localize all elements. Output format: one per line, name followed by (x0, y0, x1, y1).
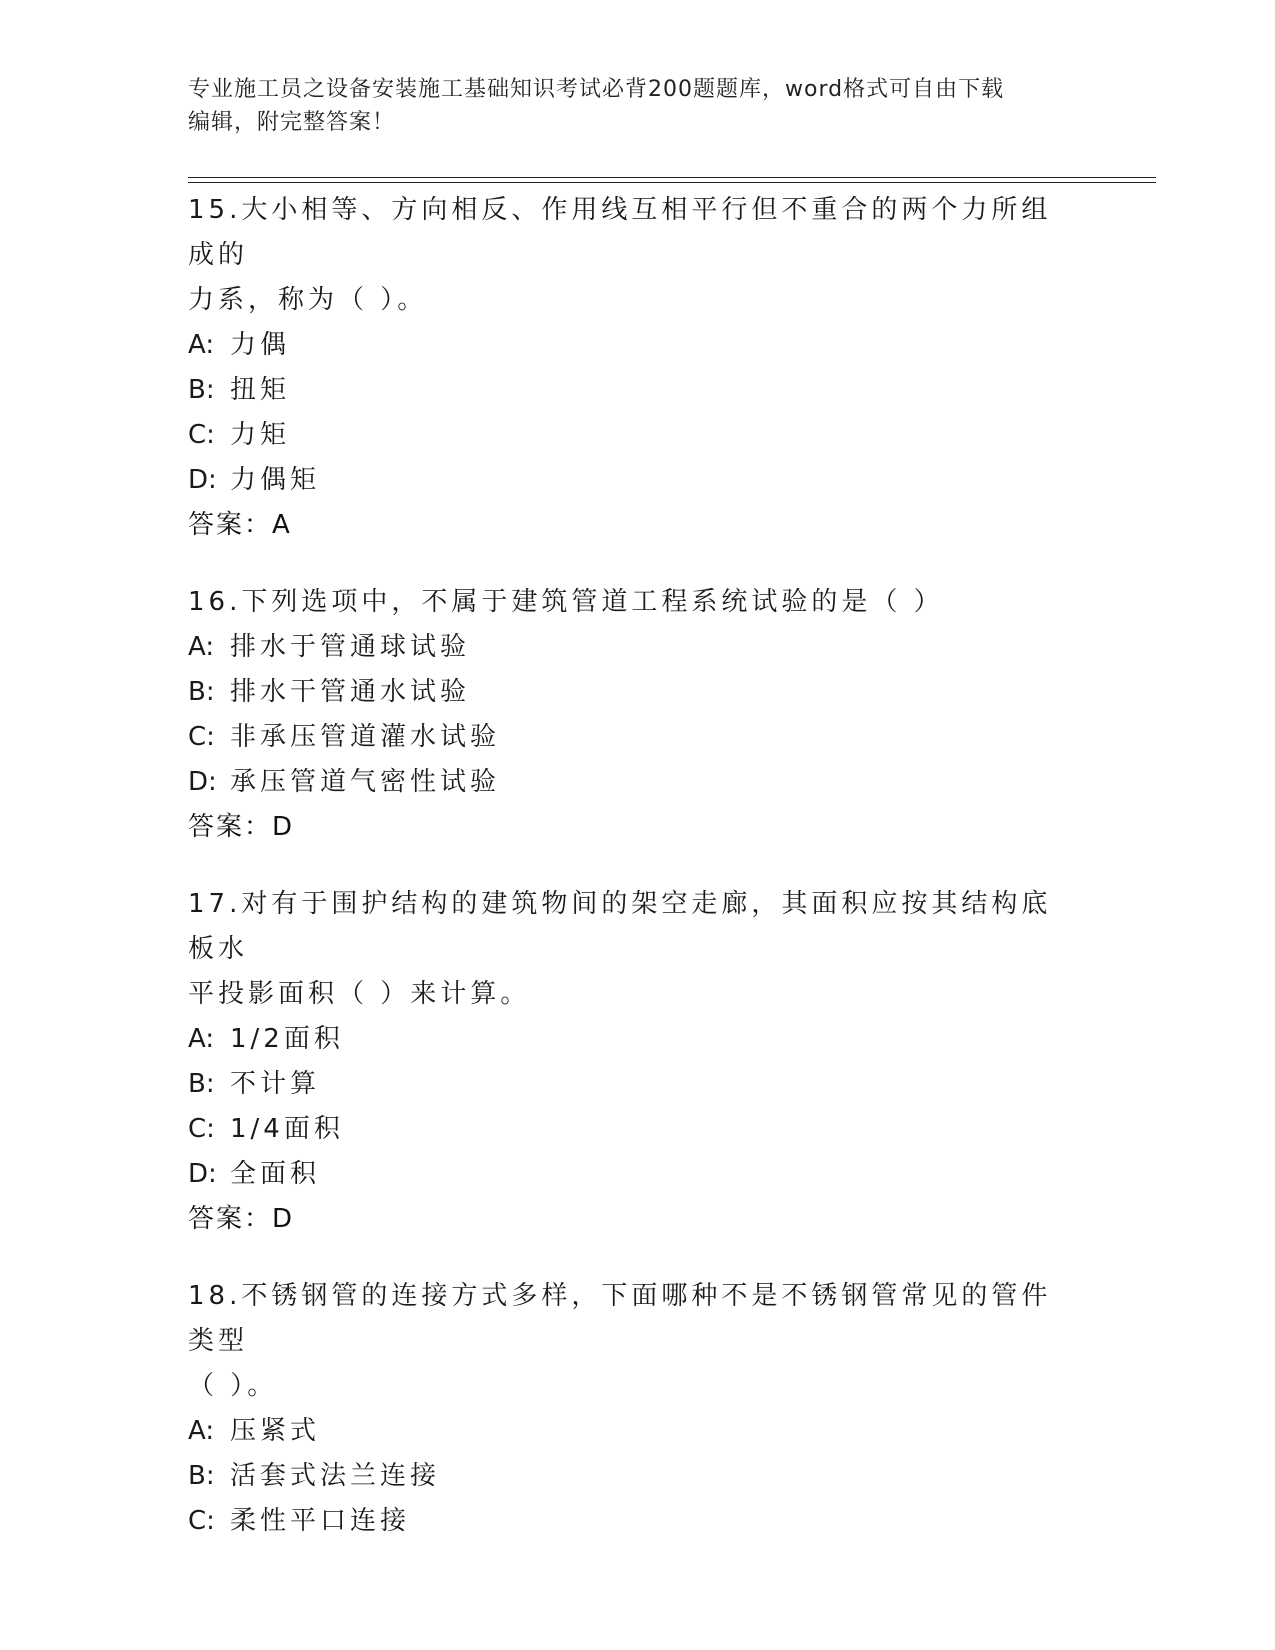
question-stem: 16.下列选项中，不属于建筑管道工程系统试验的是（ ） (188, 587, 944, 617)
answer-line: 答案：D (188, 1204, 295, 1234)
header-divider-bottom (188, 182, 1156, 183)
option-letter: B: (188, 677, 215, 707)
option-b (188, 1454, 1088, 1499)
option-text: 全面积 (230, 1159, 321, 1189)
option-d (188, 458, 1088, 503)
option-d (188, 760, 1088, 805)
option-c (188, 715, 1088, 760)
option-a (188, 1017, 1088, 1062)
option-letter: B: (188, 1461, 215, 1491)
document-header (188, 73, 1088, 139)
option-text: 排水干管通水试验 (230, 677, 471, 707)
option-text: 承压管道气密性试验 (230, 767, 501, 797)
option-d (188, 1152, 1088, 1197)
option-letter: A: (188, 330, 215, 360)
question-stem-continued: 力系，称为（ ）。 (188, 285, 428, 315)
question-stem-continued: （ ）。 (188, 1371, 278, 1401)
answer-line: 答案：D (188, 812, 295, 842)
option-text: 力偶矩 (230, 465, 321, 495)
option-letter: C: (188, 1114, 215, 1144)
option-c (188, 1499, 1088, 1544)
option-text: 活套式法兰连接 (230, 1461, 441, 1491)
option-text: 1/2面积 (230, 1024, 344, 1054)
header-line-1: 专业施工员之设备安装施工基础知识考试必背200题题库，word格式可自由下载 (188, 77, 1005, 102)
question-stem: 17.对有于围护结构的建筑物间的架空走廊，其面积应按其结构底板水 (188, 889, 1052, 964)
option-a (188, 625, 1088, 670)
option-letter: C: (188, 420, 215, 450)
option-text: 排水于管通球试验 (230, 632, 471, 662)
question-17 (188, 882, 1088, 1242)
option-b (188, 1062, 1088, 1107)
question-16 (188, 580, 1088, 850)
answer-line: 答案：A (188, 510, 292, 540)
header-divider-top (188, 177, 1156, 178)
option-letter: A: (188, 632, 215, 662)
option-letter: A: (188, 1024, 215, 1054)
question-stem: 15.大小相等、方向相反、作用线互相平行但不重合的两个力所组成的 (188, 195, 1052, 270)
option-letter: D: (188, 1159, 217, 1189)
header-line-2: 编辑，附完整答案！ (188, 110, 396, 135)
option-text: 扭矩 (230, 375, 291, 405)
option-b (188, 368, 1088, 413)
question-15 (188, 188, 1088, 548)
option-letter: C: (188, 722, 215, 752)
option-text: 不计算 (230, 1069, 321, 1099)
option-a (188, 323, 1088, 368)
option-a (188, 1409, 1088, 1454)
question-stem: 18.不锈钢管的连接方式多样，下面哪种不是不锈钢管常见的管件类型 (188, 1281, 1052, 1356)
option-text: 力矩 (230, 420, 291, 450)
option-text: 力偶 (230, 330, 291, 360)
question-list (188, 188, 1088, 1576)
option-letter: D: (188, 767, 217, 797)
option-b (188, 670, 1088, 715)
option-letter: C: (188, 1506, 215, 1536)
option-text: 柔性平口连接 (230, 1506, 411, 1536)
question-18 (188, 1274, 1088, 1544)
option-letter: D: (188, 465, 217, 495)
option-c (188, 1107, 1088, 1152)
option-letter: B: (188, 1069, 215, 1099)
option-letter: A: (188, 1416, 215, 1446)
option-text: 1/4面积 (230, 1114, 344, 1144)
question-stem-continued: 平投影面积（ ）来计算。 (188, 979, 531, 1009)
option-letter: B: (188, 375, 215, 405)
option-text: 压紧式 (230, 1416, 321, 1446)
option-c (188, 413, 1088, 458)
option-text: 非承压管道灌水试验 (230, 722, 501, 752)
